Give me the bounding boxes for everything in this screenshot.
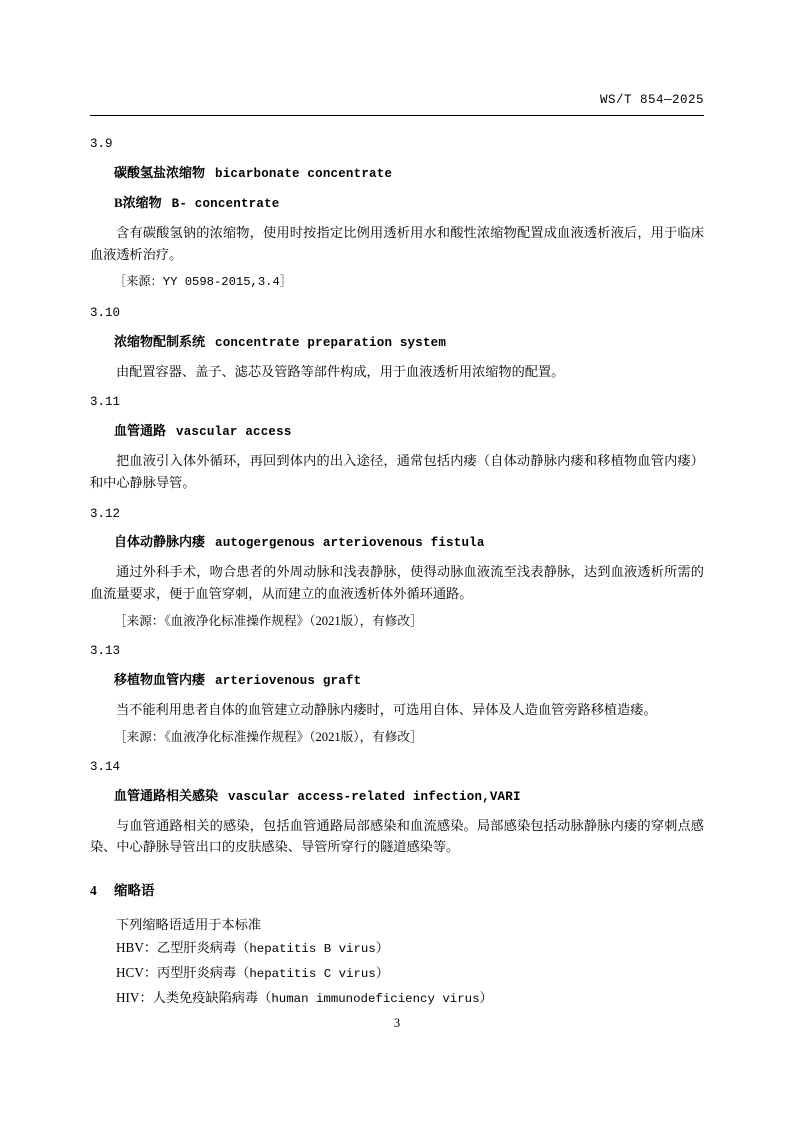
term-heading xyxy=(90,421,704,442)
term-en: bicarbonate concentrate xyxy=(215,166,393,181)
abbr-cn: 乙型肝炎病毒（ xyxy=(157,940,250,956)
page-header: WS/T 854—2025 xyxy=(599,93,704,107)
abbreviations-intro: 下列缩略语适用于本标准 xyxy=(116,916,262,932)
abbr-close: ） xyxy=(375,964,389,980)
term-source: ［来源：《血液净化标准操作规程》（2021版），有修改］ xyxy=(114,729,423,744)
term-cn: 自体动静脉内瘘 xyxy=(114,534,206,550)
term-en: autogergenous arteriovenous fistula xyxy=(215,536,485,551)
term-source: ［来源：YY 0598-2015,3.4］ xyxy=(114,275,292,290)
term-definition: 当不能利用患者自体的血管建立动静脉内瘘时，可选用自体、异体及人造血管旁路移植造瘘。 xyxy=(116,701,657,717)
page-footer: 3 xyxy=(393,1016,401,1030)
term-heading xyxy=(90,332,704,353)
section-heading xyxy=(90,880,704,902)
abbr-code: HBV： xyxy=(116,940,158,956)
term-definition: 由配置容器、盖子、滤芯及管路等部件构成，用于血液透析用浓缩物的配置。 xyxy=(116,363,565,379)
abbreviation-item xyxy=(90,961,704,986)
abbr-cn: 丙型肝炎病毒（ xyxy=(157,964,250,980)
clause-number: 3.10 xyxy=(90,305,121,320)
term-en: arteriovenous graft xyxy=(215,673,362,688)
term-heading xyxy=(90,670,704,691)
term-definition: 通过外科手术，吻合患者的外周动脉和浅表静脉，使得动脉血液流至浅表静脉，达到血液透析所需的血流量要求，便于血管穿刺，从而建立的血液透析体外循环通路。 xyxy=(90,564,704,602)
abbr-code: HIV： xyxy=(116,989,153,1005)
term-cn: 血管通路相关感染 xyxy=(114,787,219,803)
term-definition: 与血管通路相关的感染，包括血管通路局部感染和血流感染。局部感染包括动脉静脉内瘘的穿刺点感染、中心静脉导管出口的皮肤感染、导管所穿行的隧道感染等。 xyxy=(90,817,704,855)
term-cn: 血管通路 xyxy=(114,423,167,439)
term-cn: 碳酸氢盐浓缩物 xyxy=(114,164,206,180)
section-title: 缩略语 xyxy=(114,883,155,899)
clause-number: 3.13 xyxy=(90,644,121,659)
term-heading xyxy=(90,532,704,553)
clause-number: 3.9 xyxy=(90,137,113,151)
abbr-code: HCV： xyxy=(116,964,158,980)
term-en: vascular access-related infection,VARI xyxy=(228,789,521,804)
term-en: vascular access xyxy=(176,425,292,440)
abbr-cn: 人类免疫缺陷病毒（ xyxy=(152,989,272,1005)
abbreviation-item xyxy=(90,936,704,961)
abbr-close: ） xyxy=(479,989,493,1005)
document-content xyxy=(90,124,704,1010)
abbr-en: human immunodeficiency virus xyxy=(271,991,480,1006)
clause-number: 3.11 xyxy=(90,395,121,410)
header-divider xyxy=(90,115,704,116)
term-definition: 把血液引入体外循环，再回到体内的出入途径，通常包括内瘘（自体动静脉内瘘和移植物血管内瘘）和中心静脉导管。 xyxy=(90,453,704,490)
alt-term-en: B- concentrate xyxy=(171,196,280,211)
abbr-close: ） xyxy=(375,940,389,956)
alt-term-heading xyxy=(90,193,704,214)
abbreviation-item xyxy=(90,986,704,1011)
abbr-en: hepatitis C virus xyxy=(249,966,376,981)
term-cn: 移植物血管内瘘 xyxy=(114,671,206,687)
clause-number: 3.14 xyxy=(90,759,121,774)
term-heading xyxy=(90,163,704,184)
term-heading xyxy=(90,786,704,807)
clause-number: 3.12 xyxy=(90,506,121,521)
term-cn: 浓缩物配制系统 xyxy=(114,333,206,349)
term-definition: 含有碳酸氢钠的浓缩物，使用时按指定比例用透析用水和酸性浓缩物配置成血液透析液后，用于临床血液透析治疗。 xyxy=(90,224,704,262)
term-source: ［来源：《血液净化标准操作规程》（2021版），有修改］ xyxy=(114,613,423,628)
abbr-en: hepatitis B virus xyxy=(249,942,376,957)
term-en: concentrate preparation system xyxy=(215,335,447,350)
section-number: 4 xyxy=(90,883,97,899)
alt-term-cn: B浓缩物 xyxy=(114,194,162,210)
